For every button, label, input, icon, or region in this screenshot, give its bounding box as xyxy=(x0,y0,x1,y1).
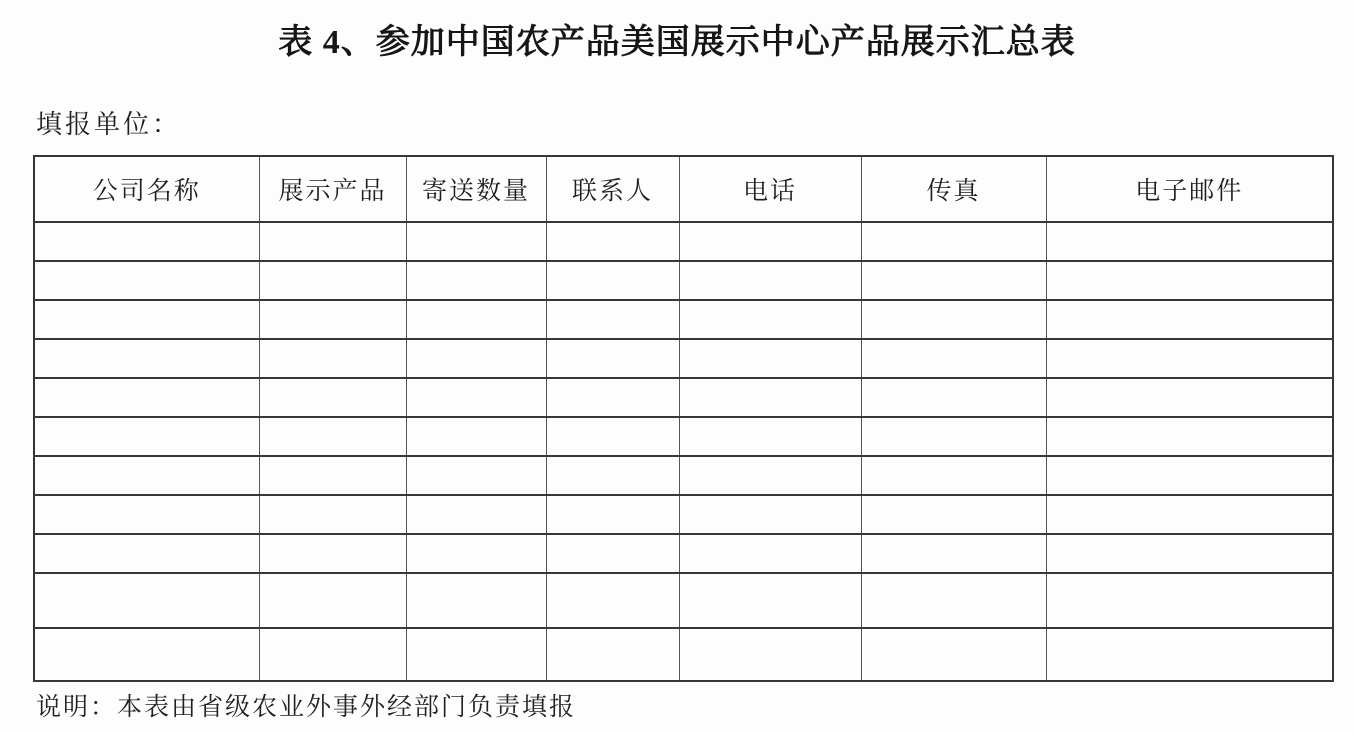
col-header-contact-person: 联系人 xyxy=(546,156,679,222)
table-cell xyxy=(406,300,546,339)
table-cell xyxy=(861,573,1046,628)
table-cell xyxy=(546,534,679,573)
table-cell xyxy=(679,534,861,573)
table-cell xyxy=(34,456,259,495)
table-cell xyxy=(34,573,259,628)
table-cell xyxy=(406,456,546,495)
table-row xyxy=(34,495,1333,534)
col-header-phone: 电话 xyxy=(679,156,861,222)
table-cell xyxy=(861,339,1046,378)
table-cell xyxy=(861,534,1046,573)
table-cell xyxy=(34,222,259,261)
table-cell xyxy=(1046,495,1333,534)
table-cell xyxy=(34,378,259,417)
table-cell xyxy=(259,222,406,261)
table-row xyxy=(34,417,1333,456)
table-cell xyxy=(679,378,861,417)
col-header-email: 电子邮件 xyxy=(1046,156,1333,222)
table-cell xyxy=(1046,573,1333,628)
table-cell xyxy=(406,573,546,628)
table-cell xyxy=(34,495,259,534)
table-cell xyxy=(861,495,1046,534)
table-cell xyxy=(1046,339,1333,378)
table-cell xyxy=(1046,628,1333,681)
note-text: 说明：本表由省级农业外事外经部门负责填报 xyxy=(36,694,577,721)
table-cell xyxy=(259,378,406,417)
table-cell xyxy=(546,378,679,417)
table-cell xyxy=(546,339,679,378)
document-title: 表 4、参加中国农产品美国展示中心产品展示汇总表 xyxy=(278,24,1076,61)
table-row xyxy=(34,534,1333,573)
table-cell xyxy=(861,456,1046,495)
table-cell xyxy=(406,495,546,534)
table-row xyxy=(34,573,1333,628)
table-cell xyxy=(406,628,546,681)
table-cell xyxy=(259,534,406,573)
table-row xyxy=(34,300,1333,339)
table-cell xyxy=(546,222,679,261)
table-cell xyxy=(1046,300,1333,339)
table-cell xyxy=(546,300,679,339)
table-cell xyxy=(861,300,1046,339)
table-cell xyxy=(259,628,406,681)
col-header-company-name: 公司名称 xyxy=(34,156,259,222)
table-cell xyxy=(406,261,546,300)
table-cell xyxy=(34,534,259,573)
col-header-fax: 传真 xyxy=(861,156,1046,222)
table-cell xyxy=(406,417,546,456)
table-cell xyxy=(679,628,861,681)
table-cell xyxy=(679,300,861,339)
table-cell xyxy=(34,339,259,378)
table-cell xyxy=(406,378,546,417)
table-cell xyxy=(679,222,861,261)
table-cell xyxy=(679,417,861,456)
table-row xyxy=(34,222,1333,261)
table-cell xyxy=(679,495,861,534)
table-cell xyxy=(1046,534,1333,573)
table-cell xyxy=(259,261,406,300)
table-row xyxy=(34,628,1333,681)
table-cell xyxy=(1046,261,1333,300)
table-cell xyxy=(679,339,861,378)
table-row xyxy=(34,378,1333,417)
table-cell xyxy=(34,417,259,456)
col-header-quantity-sent: 寄送数量 xyxy=(406,156,546,222)
col-header-display-product: 展示产品 xyxy=(259,156,406,222)
table-cell xyxy=(546,573,679,628)
table-cell xyxy=(259,495,406,534)
table-cell xyxy=(1046,456,1333,495)
table-cell xyxy=(546,417,679,456)
table-cell xyxy=(861,378,1046,417)
table-cell xyxy=(546,456,679,495)
table-cell xyxy=(34,261,259,300)
table-cell xyxy=(1046,222,1333,261)
table-cell xyxy=(679,573,861,628)
table-cell xyxy=(546,261,679,300)
table-cell xyxy=(679,456,861,495)
table-row xyxy=(34,339,1333,378)
product-summary-table xyxy=(33,155,1334,682)
table-cell xyxy=(546,495,679,534)
table-cell xyxy=(1046,378,1333,417)
table-cell xyxy=(1046,417,1333,456)
table-cell xyxy=(861,261,1046,300)
table-cell xyxy=(861,222,1046,261)
table-cell xyxy=(406,339,546,378)
table-cell xyxy=(259,573,406,628)
table-cell xyxy=(861,628,1046,681)
table-cell xyxy=(406,222,546,261)
table-cell xyxy=(259,339,406,378)
table-cell xyxy=(34,628,259,681)
table-cell xyxy=(546,628,679,681)
table-cell xyxy=(34,300,259,339)
table-cell xyxy=(259,417,406,456)
table-cell xyxy=(861,417,1046,456)
reporting-unit-label: 填报单位： xyxy=(36,110,182,139)
table-header-row xyxy=(34,156,1333,222)
table-cell xyxy=(259,300,406,339)
table-row xyxy=(34,261,1333,300)
table-cell xyxy=(259,456,406,495)
table-row xyxy=(34,456,1333,495)
table-cell xyxy=(406,534,546,573)
table-cell xyxy=(679,261,861,300)
